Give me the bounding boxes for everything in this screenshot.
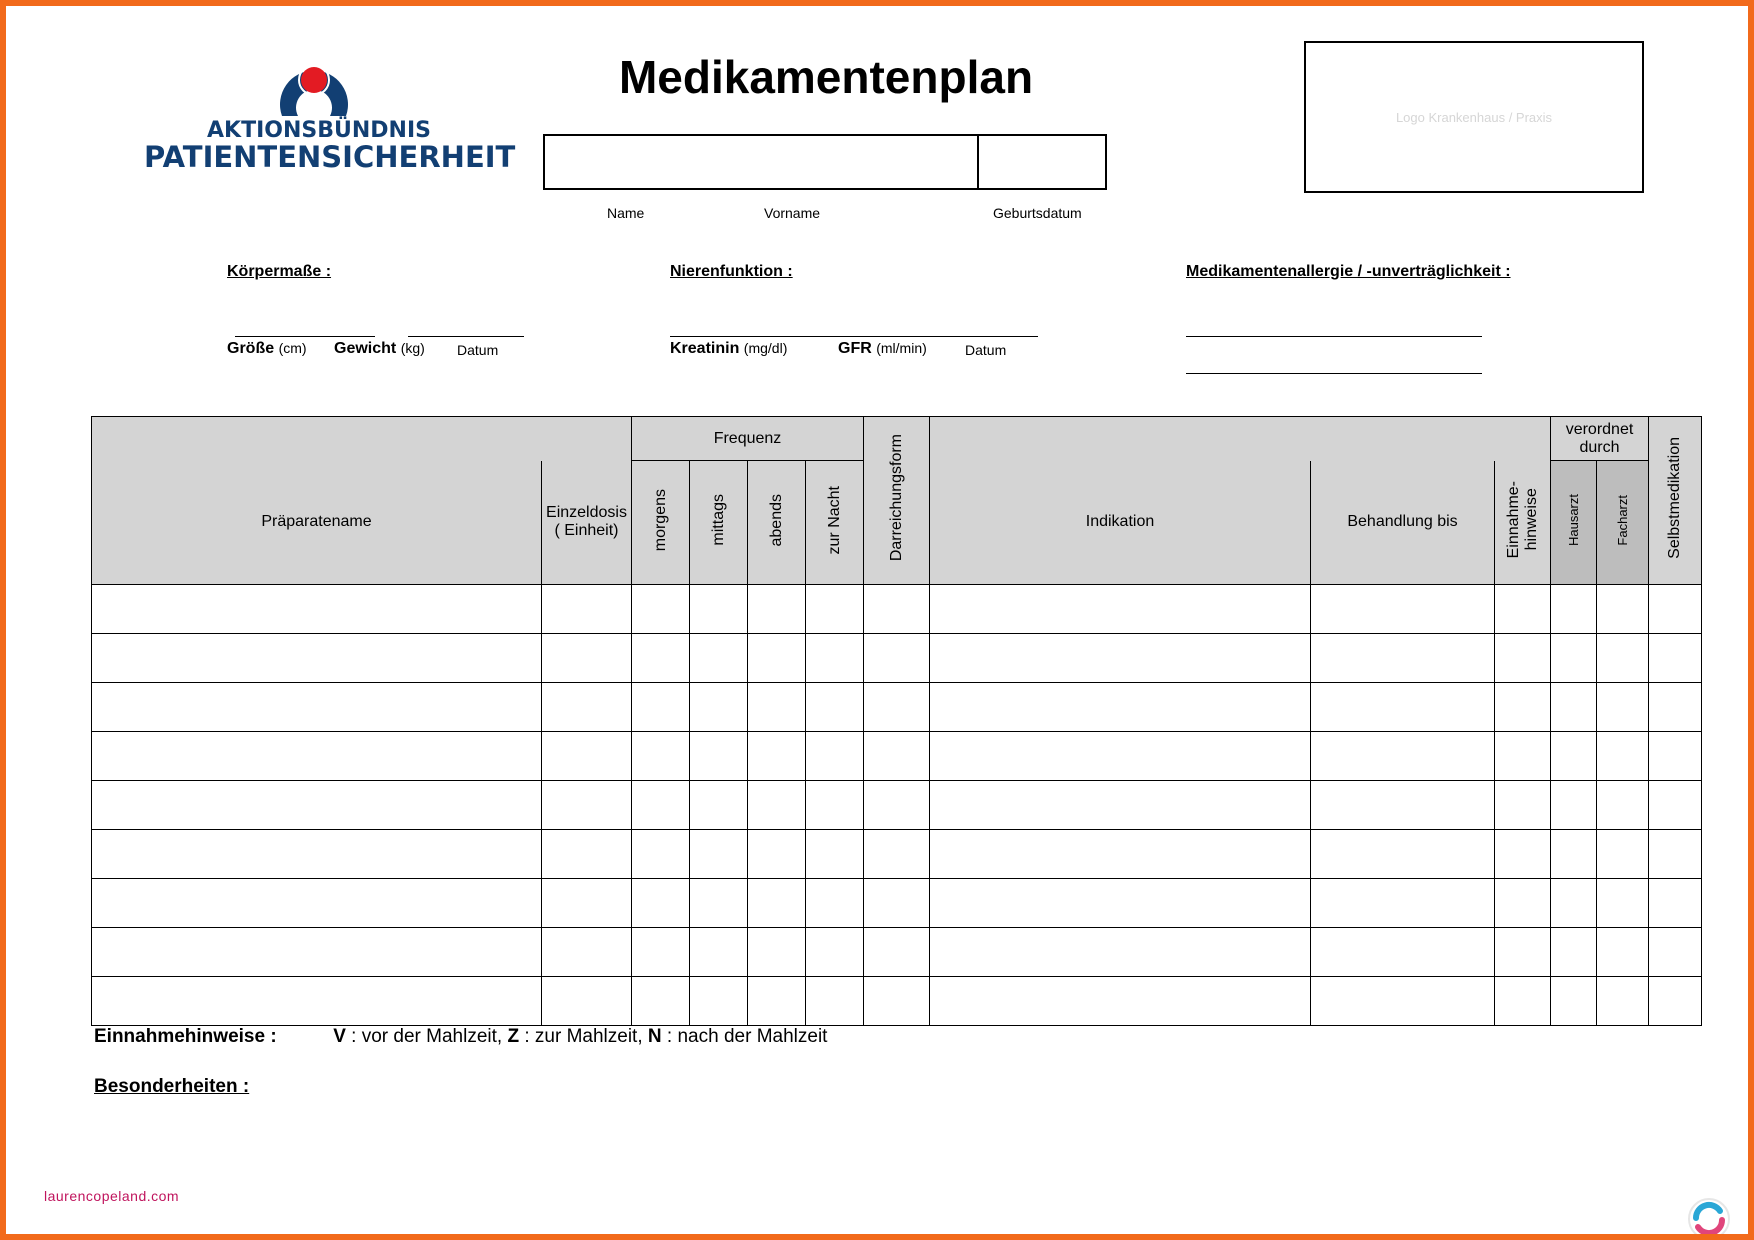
table-cell[interactable]	[1649, 830, 1702, 879]
table-cell[interactable]	[748, 585, 806, 634]
table-cell[interactable]	[1311, 781, 1495, 830]
facharzt-text: Facharzt	[1615, 494, 1630, 546]
header-darreichungsform	[864, 417, 930, 585]
logo-text-line2: PATIENTENSICHERHEIT	[144, 140, 516, 174]
table-cell[interactable]	[1311, 634, 1495, 683]
table-cell[interactable]	[1597, 928, 1649, 977]
table-cell[interactable]	[806, 977, 864, 1026]
table-cell[interactable]	[1311, 830, 1495, 879]
table-cell[interactable]	[930, 928, 1311, 977]
table-cell[interactable]	[806, 585, 864, 634]
table-cell[interactable]	[806, 683, 864, 732]
table-cell[interactable]	[1495, 977, 1551, 1026]
table-cell[interactable]	[1551, 683, 1597, 732]
table-cell[interactable]	[1551, 781, 1597, 830]
kreatinin-text: Kreatinin	[670, 340, 740, 357]
table-cell[interactable]	[92, 977, 542, 1026]
nierenfunktion-title: Nierenfunktion :	[670, 263, 793, 280]
table-cell[interactable]	[748, 977, 806, 1026]
hausarzt-text: Hausarzt	[1566, 493, 1581, 547]
einnahmehinweise-legend	[94, 1026, 827, 1048]
table-cell[interactable]	[92, 830, 542, 879]
table-cell[interactable]	[92, 634, 542, 683]
table-cell[interactable]	[1597, 781, 1649, 830]
table-cell[interactable]	[632, 977, 690, 1026]
table-cell[interactable]	[1551, 634, 1597, 683]
table-cell[interactable]	[632, 879, 690, 928]
table-row	[92, 634, 1702, 683]
header-selbstmedikation	[1649, 417, 1702, 585]
zur-nacht-text: zur Nacht	[825, 485, 843, 555]
table-cell[interactable]	[1495, 732, 1551, 781]
gewicht-line[interactable]	[408, 336, 524, 337]
header-spacer	[92, 417, 632, 461]
gfr-label	[838, 340, 927, 358]
table-cell[interactable]	[930, 732, 1311, 781]
legend-n: N	[647, 1026, 662, 1047]
table-cell[interactable]	[1495, 781, 1551, 830]
table-cell[interactable]	[92, 781, 542, 830]
table-cell[interactable]	[1311, 683, 1495, 732]
table-cell[interactable]	[1495, 928, 1551, 977]
header-praeparatename: Präparatename	[92, 461, 542, 585]
table-cell[interactable]	[1495, 830, 1551, 879]
table-cell[interactable]	[1649, 634, 1702, 683]
header-hausarzt	[1551, 461, 1597, 585]
header-einzeldosis	[542, 461, 632, 585]
table-header-row-1	[92, 417, 1702, 461]
table-cell[interactable]	[1551, 928, 1597, 977]
table-cell[interactable]	[690, 683, 748, 732]
header-mittags	[690, 461, 748, 585]
table-cell[interactable]	[1597, 683, 1649, 732]
hospital-logo-placeholder: Logo Krankenhaus / Praxis	[1395, 110, 1553, 125]
besonderheiten-title: Besonderheiten :	[94, 1076, 250, 1097]
table-cell[interactable]	[1649, 683, 1702, 732]
legend-z-text: : zur Mahlzeit,	[519, 1026, 648, 1047]
table-cell[interactable]	[930, 879, 1311, 928]
table-cell[interactable]	[930, 830, 1311, 879]
vorname-label: Vorname	[764, 205, 821, 221]
table-cell[interactable]	[690, 732, 748, 781]
groesse-label	[227, 340, 307, 358]
table-cell[interactable]	[1649, 879, 1702, 928]
table-cell[interactable]	[542, 928, 632, 977]
table-cell[interactable]	[1551, 585, 1597, 634]
einzeldosis-line2: ( Einheit)	[554, 522, 619, 540]
table-cell[interactable]	[542, 585, 632, 634]
darreichungsform-text: Darreichungsform	[887, 434, 905, 562]
table-cell[interactable]	[632, 928, 690, 977]
table-cell[interactable]	[690, 781, 748, 830]
table-cell[interactable]	[1495, 879, 1551, 928]
einnahme-line1: Einnahme-	[1504, 481, 1522, 559]
nierenfunktion-line[interactable]	[670, 336, 1038, 337]
table-cell[interactable]	[864, 683, 930, 732]
gewicht-unit: (kg)	[400, 340, 425, 356]
table-cell[interactable]	[748, 683, 806, 732]
groesse-unit: (cm)	[278, 340, 307, 356]
table-cell[interactable]	[542, 683, 632, 732]
table-cell[interactable]	[930, 683, 1311, 732]
table-cell[interactable]	[864, 830, 930, 879]
header-verordnet	[1551, 417, 1649, 461]
table-cell[interactable]	[1649, 781, 1702, 830]
table-cell[interactable]	[92, 879, 542, 928]
allergie-title: Medikamentenallergie / -unverträglichkeit :	[1186, 263, 1511, 280]
table-cell[interactable]	[1649, 585, 1702, 634]
table-cell[interactable]	[542, 879, 632, 928]
allergie-line-2[interactable]	[1186, 373, 1482, 374]
table-cell[interactable]	[542, 781, 632, 830]
mittags-text: mittags	[709, 494, 727, 546]
table-cell[interactable]	[632, 683, 690, 732]
table-cell[interactable]	[1311, 585, 1495, 634]
table-cell[interactable]	[632, 830, 690, 879]
table-cell[interactable]	[1311, 928, 1495, 977]
table-cell[interactable]	[542, 977, 632, 1026]
nierenfunktion-datum-label: Datum	[965, 342, 1007, 358]
gfr-text: GFR	[838, 340, 872, 357]
table-cell[interactable]	[1597, 634, 1649, 683]
medication-table	[91, 416, 1702, 1026]
table-cell[interactable]	[542, 634, 632, 683]
allergie-line-1[interactable]	[1186, 336, 1482, 337]
gfr-unit: (ml/min)	[876, 340, 927, 356]
table-cell[interactable]	[632, 781, 690, 830]
legend-z: Z	[507, 1026, 520, 1047]
koerpermasse-datum-label: Datum	[457, 342, 499, 358]
table-cell[interactable]	[1495, 634, 1551, 683]
table-row	[92, 732, 1702, 781]
table-cell[interactable]	[1311, 732, 1495, 781]
table-cell[interactable]	[1495, 585, 1551, 634]
table-cell[interactable]	[542, 732, 632, 781]
table-cell[interactable]	[930, 977, 1311, 1026]
table-row	[92, 977, 1702, 1026]
table-cell[interactable]	[1551, 732, 1597, 781]
header-zur-nacht	[806, 461, 864, 585]
header-spacer-2	[930, 417, 1551, 461]
table-cell[interactable]	[1649, 928, 1702, 977]
legend-v: V	[333, 1026, 346, 1047]
table-cell[interactable]	[1551, 879, 1597, 928]
watermark: laurencopeland.com	[44, 1188, 180, 1204]
table-row	[92, 781, 1702, 830]
table-cell[interactable]	[92, 683, 542, 732]
table-cell[interactable]	[864, 781, 930, 830]
table-row	[92, 830, 1702, 879]
table-cell[interactable]	[690, 928, 748, 977]
patient-box-divider	[977, 136, 979, 188]
table-cell[interactable]	[690, 879, 748, 928]
table-cell[interactable]	[748, 781, 806, 830]
table-cell[interactable]	[864, 585, 930, 634]
morgens-text: morgens	[651, 488, 669, 552]
table-row	[92, 585, 1702, 634]
table-cell[interactable]	[542, 830, 632, 879]
header-frequenz: Frequenz	[632, 417, 864, 461]
aps-logo-icon	[274, 42, 354, 122]
table-cell[interactable]	[690, 830, 748, 879]
patient-info-box[interactable]	[543, 134, 1107, 190]
verordnet-line1: verordnet	[1565, 420, 1634, 438]
table-cell[interactable]	[690, 585, 748, 634]
table-cell[interactable]	[92, 732, 542, 781]
table-cell[interactable]	[930, 781, 1311, 830]
table-cell[interactable]	[930, 585, 1311, 634]
table-cell[interactable]	[864, 977, 930, 1026]
groesse-line[interactable]	[235, 336, 375, 337]
table-cell[interactable]	[864, 879, 930, 928]
verordnet-line2: durch	[1579, 438, 1620, 456]
logo-text-line1: AKTIONSBÜNDNIS	[207, 118, 431, 143]
table-cell[interactable]	[1597, 585, 1649, 634]
table-cell[interactable]	[632, 634, 690, 683]
einnahmehinweise-label: Einnahmehinweise :	[94, 1026, 277, 1047]
table-cell[interactable]	[1551, 830, 1597, 879]
table-cell[interactable]	[864, 634, 930, 683]
header-behandlung-bis: Behandlung bis	[1311, 461, 1495, 585]
koerpermasse-title: Körpermaße :	[227, 263, 332, 280]
table-cell[interactable]	[92, 585, 542, 634]
table-cell[interactable]	[690, 977, 748, 1026]
table-cell[interactable]	[1311, 977, 1495, 1026]
refresh-logo-icon	[1686, 1196, 1732, 1240]
table-cell[interactable]	[1597, 732, 1649, 781]
table-cell[interactable]	[864, 732, 930, 781]
table-cell[interactable]	[1597, 977, 1649, 1026]
table-cell[interactable]	[864, 928, 930, 977]
table-cell[interactable]	[748, 830, 806, 879]
table-cell[interactable]	[806, 732, 864, 781]
table-cell[interactable]	[806, 830, 864, 879]
legend-n-text: : nach der Mahlzeit	[661, 1026, 828, 1047]
abends-text: abends	[767, 493, 785, 547]
table-cell[interactable]	[1597, 830, 1649, 879]
table-cell[interactable]	[1311, 879, 1495, 928]
header-morgens	[632, 461, 690, 585]
name-label: Name	[607, 205, 645, 221]
header-einnahmehinweise	[1495, 461, 1551, 585]
table-cell[interactable]	[632, 732, 690, 781]
table-cell[interactable]	[930, 634, 1311, 683]
groesse-text: Größe	[227, 340, 275, 357]
gewicht-label	[334, 340, 425, 358]
table-cell[interactable]	[1649, 977, 1702, 1026]
header-abends	[748, 461, 806, 585]
table-cell[interactable]	[806, 781, 864, 830]
table-cell[interactable]	[1495, 683, 1551, 732]
geburtsdatum-label: Geburtsdatum	[993, 205, 1082, 221]
table-row	[92, 879, 1702, 928]
gewicht-text: Gewicht	[334, 340, 397, 357]
einnahme-line2: hinweise	[1522, 488, 1540, 551]
table-cell[interactable]	[748, 879, 806, 928]
table-cell[interactable]	[690, 634, 748, 683]
table-cell[interactable]	[806, 634, 864, 683]
selbstmedikation-text: Selbstmedikation	[1666, 437, 1683, 559]
kreatinin-unit: (mg/dl)	[743, 340, 788, 356]
table-cell[interactable]	[1649, 732, 1702, 781]
table-cell[interactable]	[748, 928, 806, 977]
table-cell[interactable]	[748, 732, 806, 781]
table-row	[92, 928, 1702, 977]
table-body	[92, 585, 1702, 1026]
kreatinin-label	[670, 340, 787, 358]
table-cell[interactable]	[806, 928, 864, 977]
legend-v-text: : vor der Mahlzeit,	[345, 1026, 508, 1047]
table-cell[interactable]	[1597, 879, 1649, 928]
table-cell[interactable]	[806, 879, 864, 928]
hospital-logo-box	[1304, 41, 1644, 193]
table-row	[92, 683, 1702, 732]
einnahme-text	[1505, 481, 1541, 558]
table-cell[interactable]	[1551, 977, 1597, 1026]
table-cell[interactable]	[632, 585, 690, 634]
page-title: Medikamentenplan	[618, 51, 1034, 103]
header-indikation: Indikation	[930, 461, 1311, 585]
einzeldosis-line1: Einzeldosis	[546, 504, 627, 522]
table-cell[interactable]	[748, 634, 806, 683]
table-cell[interactable]	[92, 928, 542, 977]
header-facharzt	[1597, 461, 1649, 585]
